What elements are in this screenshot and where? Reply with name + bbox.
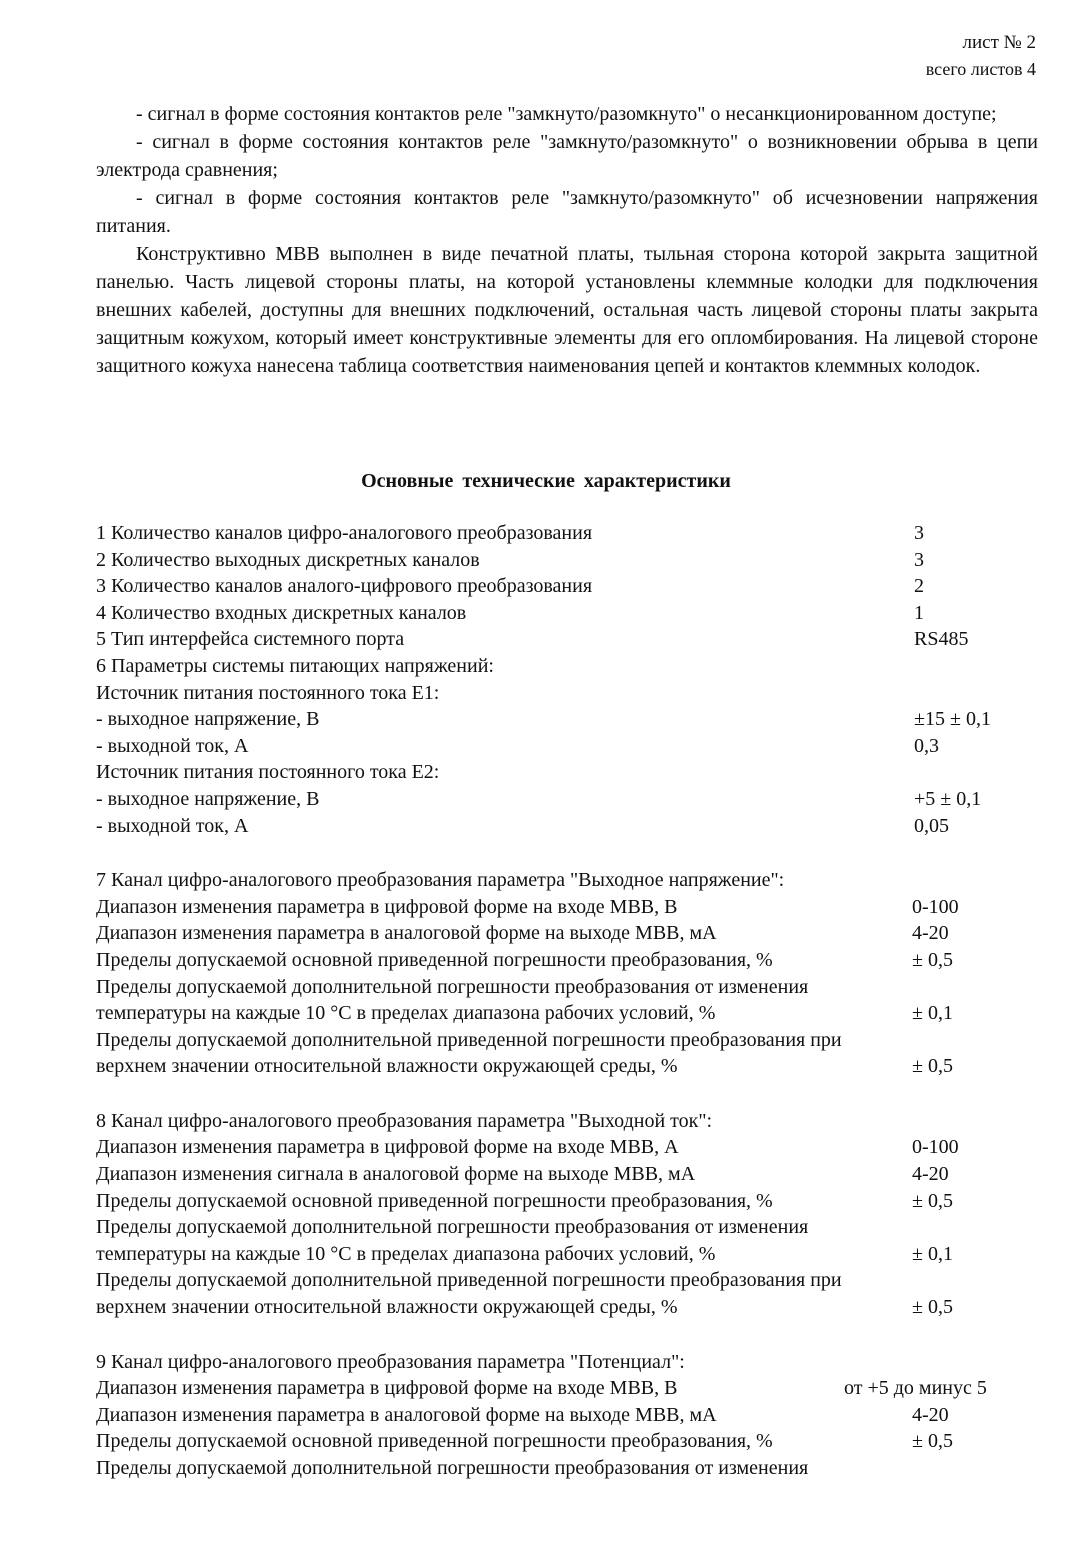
spec-label: 6 Параметры системы питающих напряжений:	[96, 654, 494, 677]
section-row	[96, 1000, 1056, 1027]
spec-label: - выходной ток, А	[96, 734, 249, 757]
row-value: ± 0,5	[912, 1189, 953, 1212]
row-value: 0-100	[912, 895, 959, 918]
channel-section-8	[96, 1108, 1056, 1321]
row-value: ± 0,5	[912, 1055, 953, 1078]
spec-row	[96, 520, 1056, 547]
row-label: Диапазон изменения сигнала в аналоговой форме на выходе МВВ, мА	[96, 1163, 696, 1186]
spec-label: 5 Тип интерфейса системного порта	[96, 628, 405, 651]
row-label: Диапазон изменения параметра в аналоговой форме на выходе МВВ, мА	[96, 1403, 717, 1426]
spec-value: 1	[914, 601, 924, 624]
spec-row	[96, 600, 1056, 627]
row-label: 8 Канал цифро-аналогового преобразования параметра "Выходной ток":	[96, 1109, 713, 1132]
section-row	[96, 1241, 1056, 1268]
spec-row	[96, 547, 1056, 574]
spec-row	[96, 573, 1056, 600]
row-value: ± 0,1	[912, 1242, 953, 1265]
section-row	[96, 920, 1056, 947]
row-value: ± 0,5	[912, 1296, 953, 1319]
section-row	[96, 1214, 1056, 1241]
spec-label: Источник питания постоянного тока Е2:	[96, 761, 440, 784]
section-row	[96, 1027, 1056, 1054]
row-label: 7 Канал цифро-аналогового преобразования параметра "Выходное напряжение":	[96, 869, 785, 892]
row-label: Диапазон изменения параметра в цифровой форме на входе МВВ, В	[96, 895, 678, 918]
intro-paragraph: - сигнал в форме состояния контактов реле "замкнуто/разомкнуто" о несанкционированном доступе;	[136, 103, 997, 125]
spec-value: 3	[914, 548, 924, 571]
row-value: ± 0,5	[912, 948, 953, 971]
spec-label: 3 Количество каналов аналого-цифрового преобразования	[96, 575, 593, 598]
row-label: Пределы допускаемой дополнительной погрешности преобразования от изменения	[96, 975, 809, 998]
spec-row	[96, 626, 1056, 653]
section-row	[96, 1375, 1056, 1402]
row-label: Пределы допускаемой дополнительной погрешности преобразования от изменения	[96, 1457, 809, 1479]
row-value: 0-100	[912, 1136, 959, 1159]
section-title: Основные технические характеристики	[361, 470, 731, 492]
spec-value: ±15 ± 0,1	[914, 708, 991, 731]
section-row	[96, 894, 1056, 921]
spec-label: 4 Количество входных дискретных каналов	[96, 601, 467, 624]
spec-label: 2 Количество выходных дискретных каналов	[96, 548, 480, 571]
spec-value: +5 ± 0,1	[914, 787, 982, 810]
section-row	[96, 1161, 1056, 1188]
intro-paragraph: Конструктивно МВВ выполнен в виде печатной платы, тыльная сторона которой закрыта защитной панелью. Часть лицевой стороны платы, на которой установлены клеммные колодки для подключения внешних кабелей, доступны для внешних подключений, остальная часть лицевой стороны платы закрыта защитным кожухом, который имеет конструктивные элементы для его опломбирования. На лицевой стороне защитного кожуха нанесена таблица соответствия наименования цепей и контактов клеммных колодок.	[96, 243, 1038, 377]
row-value: 4-20	[912, 1403, 949, 1426]
spec-value: RS485	[914, 628, 969, 651]
spec-value: 0,3	[914, 734, 939, 757]
spec-label: - выходное напряжение, В	[96, 708, 320, 731]
spec-row	[96, 653, 1056, 680]
spec-label: - выходной ток, А	[96, 814, 249, 837]
row-label: температуры на каждые 10 °С в пределах диапазона рабочих условий, %	[96, 1242, 716, 1265]
row-value: 4-20	[912, 1163, 949, 1186]
spec-label: Источник питания постоянного тока Е1:	[96, 681, 440, 704]
section-row	[96, 1134, 1056, 1161]
spec-row	[96, 733, 1056, 760]
sheet-total: всего листов 4	[925, 59, 1036, 79]
sheet-header	[926, 30, 1036, 82]
section-row	[96, 974, 1056, 1001]
spec-label: 1 Количество каналов цифро-аналогового преобразования	[96, 522, 593, 544]
row-label: Пределы допускаемой дополнительной приведенной погрешности преобразования при	[96, 1269, 842, 1292]
spec-row	[96, 813, 1056, 840]
channel-section-9	[96, 1349, 1056, 1482]
row-label: Пределы допускаемой основной приведенной погрешности преобразования, %	[96, 1430, 773, 1453]
row-label: Диапазон изменения параметра в цифровой форме на входе МВВ, А	[96, 1136, 679, 1159]
spec-row	[96, 680, 1056, 707]
specs-list	[96, 520, 1056, 1482]
row-label: 9 Канал цифро-аналогового преобразования параметра "Потенциал":	[96, 1350, 685, 1373]
sheet-number: лист № 2	[962, 32, 1036, 53]
spec-value: 3	[914, 522, 924, 544]
spec-row	[96, 786, 1056, 813]
row-label: Диапазон изменения параметра в аналоговой форме на выходе МВВ, мА	[96, 922, 717, 945]
section-row	[96, 1455, 1056, 1482]
row-label: Пределы допускаемой основной приведенной погрешности преобразования, %	[96, 1189, 773, 1212]
row-label: Пределы допускаемой основной приведенной погрешности преобразования, %	[96, 948, 773, 971]
section-row	[96, 867, 1056, 894]
spec-row	[96, 706, 1056, 733]
section-row	[96, 1402, 1056, 1429]
row-label: температуры на каждые 10 °С в пределах диапазона рабочих условий, %	[96, 1002, 716, 1025]
intro-text	[96, 100, 1038, 380]
spec-row	[96, 759, 1056, 786]
row-value: 4-20	[912, 922, 949, 945]
row-value: ± 0,1	[912, 1002, 953, 1025]
section-row	[96, 1267, 1056, 1294]
section-row	[96, 1108, 1056, 1135]
row-label: Пределы допускаемой дополнительной погрешности преобразования от изменения	[96, 1216, 809, 1239]
channel-section-7	[96, 867, 1056, 1080]
section-row	[96, 1428, 1056, 1455]
spec-value: 0,05	[914, 814, 949, 837]
spec-value: 2	[914, 575, 924, 598]
row-label: верхнем значении относительной влажности окружающей среды, %	[96, 1296, 678, 1319]
row-value: ± 0,5	[912, 1430, 953, 1453]
section-row	[96, 1294, 1056, 1321]
intro-paragraph: - сигнал в форме состояния контактов реле "замкнуто/разомкнуто" об исчезновении напряжения питания.	[96, 187, 1038, 237]
row-label: верхнем значении относительной влажности окружающей среды, %	[96, 1055, 678, 1078]
section-row	[96, 1349, 1056, 1376]
row-value: от +5 до минус 5	[844, 1377, 987, 1400]
row-label: Пределы допускаемой дополнительной приведенной погрешности преобразования при	[96, 1028, 842, 1051]
section-row	[96, 1053, 1056, 1080]
section-row	[96, 947, 1056, 974]
section-row	[96, 1188, 1056, 1215]
row-label: Диапазон изменения параметра в цифровой форме на входе МВВ, В	[96, 1377, 678, 1400]
spec-label: - выходное напряжение, В	[96, 787, 320, 810]
intro-paragraph: - сигнал в форме состояния контактов реле "замкнуто/разомкнуто" о возникновении обрыва в цепи электрода сравнения;	[96, 131, 1038, 181]
